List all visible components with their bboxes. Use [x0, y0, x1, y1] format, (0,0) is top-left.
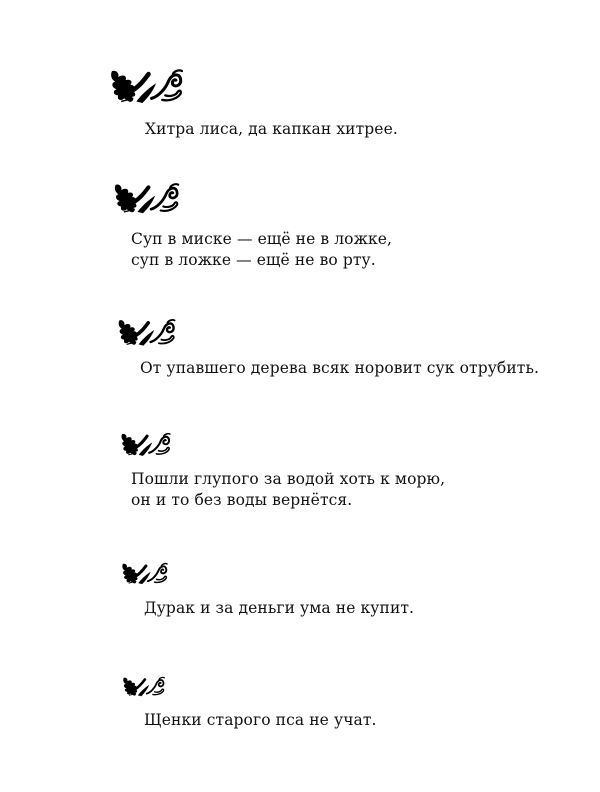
leaf-scroll-ornament-icon [114, 318, 180, 348]
proverb-line: он и то без воды вернётся. [131, 491, 353, 509]
proverb-line: Дурак и за деньги ума не купит. [144, 599, 415, 617]
proverb-text [140, 358, 539, 379]
leaf-scroll-ornament-icon [122, 676, 166, 698]
proverb-line: От упавшего дерева всяк норовит сук отрубить. [140, 359, 540, 377]
leaf-scroll-ornament-icon [120, 562, 170, 586]
proverb-text [131, 229, 392, 271]
leaf-scroll-ornament-icon [118, 432, 174, 458]
proverb-line: суп в ложке — ещё не во рту. [131, 251, 376, 269]
proverb-line: Щенки старого пса не учат. [144, 711, 377, 729]
proverb-line: Пошли глупого за водой хоть к морю, [131, 470, 446, 488]
proverb-text [144, 598, 414, 619]
proverb-line: Хитра лиса, да капкан хитрее. [145, 120, 398, 138]
proverb-line: Суп в миске — ещё не в ложке, [131, 230, 393, 248]
proverb-text [145, 119, 398, 140]
leaf-scroll-ornament-icon [106, 68, 188, 106]
proverb-text [144, 710, 377, 731]
proverb-text [131, 469, 445, 511]
leaf-scroll-ornament-icon [110, 182, 184, 216]
